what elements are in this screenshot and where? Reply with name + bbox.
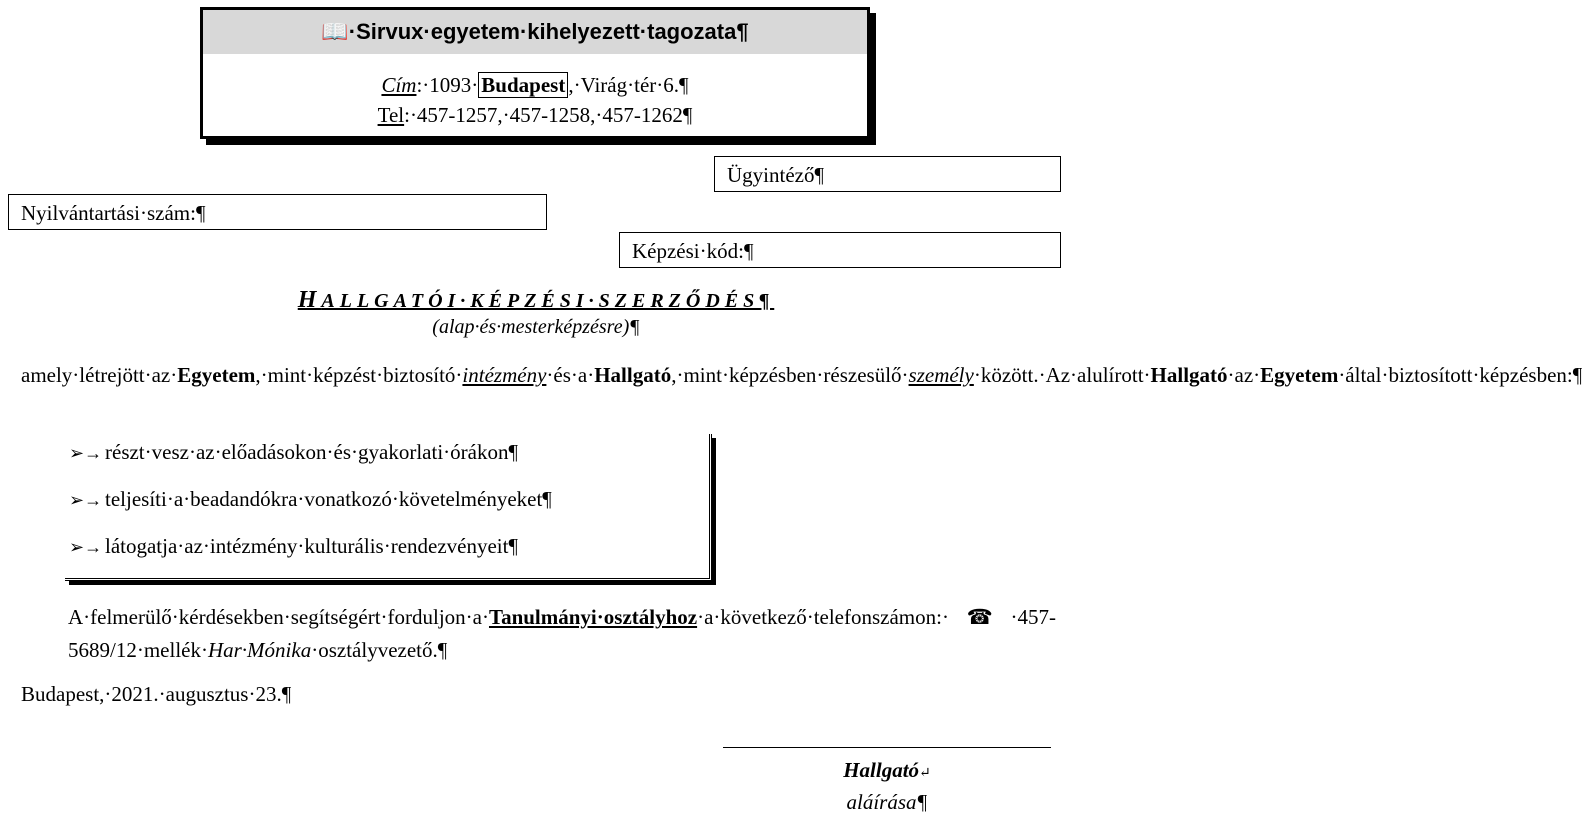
intro-text: ·az·	[1227, 363, 1261, 387]
signature-caption: aláírása¶	[846, 790, 928, 814]
address-prefix: :·1093·	[416, 73, 479, 97]
intro-italic-szemely: személy	[908, 363, 974, 387]
phone-label: Tel	[377, 103, 405, 127]
phone-line	[203, 100, 867, 130]
list-item-text: látogatja·az·intézmény·kulturális·rendezvényeit¶	[105, 534, 518, 558]
arrow-bullet-icon: ➢→	[69, 443, 103, 463]
intro-text: ·és·a·	[546, 363, 595, 387]
intro-bold-hallgato: Hallgató	[594, 363, 672, 387]
arrow-bullet-icon: ➢→	[69, 490, 103, 510]
signature-name-line	[723, 756, 1051, 788]
signature-label	[723, 756, 1051, 816]
title-rest: ALLGATÓI·KÉPZÉSI·SZERZŐDÉS¶	[321, 290, 775, 312]
list-item	[69, 437, 518, 467]
place-date: Budapest,·2021.·augusztus·23.¶	[21, 682, 292, 706]
intro-bold-hallgato: Hallgató	[1150, 363, 1228, 387]
contact-paragraph	[68, 601, 1056, 667]
intro-text: ·között.·Az·alulírott·	[973, 363, 1151, 387]
document-subtitle: (alap·és·mesterképzésre)¶	[432, 316, 640, 338]
address-city: Budapest	[478, 72, 568, 98]
contact-text: ·a·következő·telefonszámon:·☎·457-5689/12·mellék·	[68, 605, 1056, 662]
institution-contact	[203, 70, 867, 130]
contact-text: ·osztályvezető.¶	[311, 638, 448, 662]
address-label: Cím	[381, 73, 417, 97]
ugyintezo-field[interactable]: Ügyintéző¶	[714, 156, 1061, 192]
intro-text: ,·mint·képzést·biztosító·	[255, 363, 463, 387]
nyilvantartasi-szam-field[interactable]: Nyilvántartási·szám:¶	[8, 194, 547, 230]
institution-header-box	[200, 7, 870, 139]
document-title	[0, 287, 1072, 314]
intro-bold-egyetem: Egyetem	[1260, 363, 1339, 387]
contact-office: Tanulmányi·osztályhoz	[488, 605, 698, 629]
list-item-text: teljesíti·a·beadandókra·vonatkozó·követelményeket¶	[105, 487, 552, 511]
line-break-mark: ↵	[919, 766, 931, 781]
phone-numbers: :·457-1257,·457-1258,·457-1262¶	[404, 103, 693, 127]
address-rest: ,·Virág·tér·6.¶	[568, 73, 689, 97]
contact-person: Har·Mónika	[207, 638, 312, 662]
kepzesi-kod-field[interactable]: Képzési·kód:¶	[619, 232, 1061, 268]
intro-text: ·által·biztosított·képzésben:¶	[1338, 363, 1582, 387]
arrow-bullet-icon: ➢→	[69, 537, 103, 557]
list-item	[69, 531, 518, 561]
intro-text: amely·létrejött·az·	[21, 363, 178, 387]
list-item	[69, 484, 552, 514]
intro-text: ,·mint·képzésben·részesülő·	[671, 363, 909, 387]
signature-line	[723, 747, 1051, 748]
intro-paragraph	[21, 359, 1582, 392]
contact-text: A·felmerülő·kérdésekben·segítségért·forduljon·a·	[68, 605, 489, 629]
address-line	[203, 70, 867, 100]
obligations-list	[65, 434, 712, 581]
institution-name: 📖·Sirvux·egyetem·kihelyezett·tagozata¶	[203, 10, 867, 54]
intro-italic-intezmeny: intézmény	[462, 363, 547, 387]
list-item-text: részt·vesz·az·előadásokon·és·gyakorlati·órákon¶	[105, 440, 518, 464]
intro-bold-egyetem: Egyetem	[177, 363, 256, 387]
signature-name: Hallgató	[843, 758, 920, 782]
title-initial: H	[297, 287, 322, 313]
